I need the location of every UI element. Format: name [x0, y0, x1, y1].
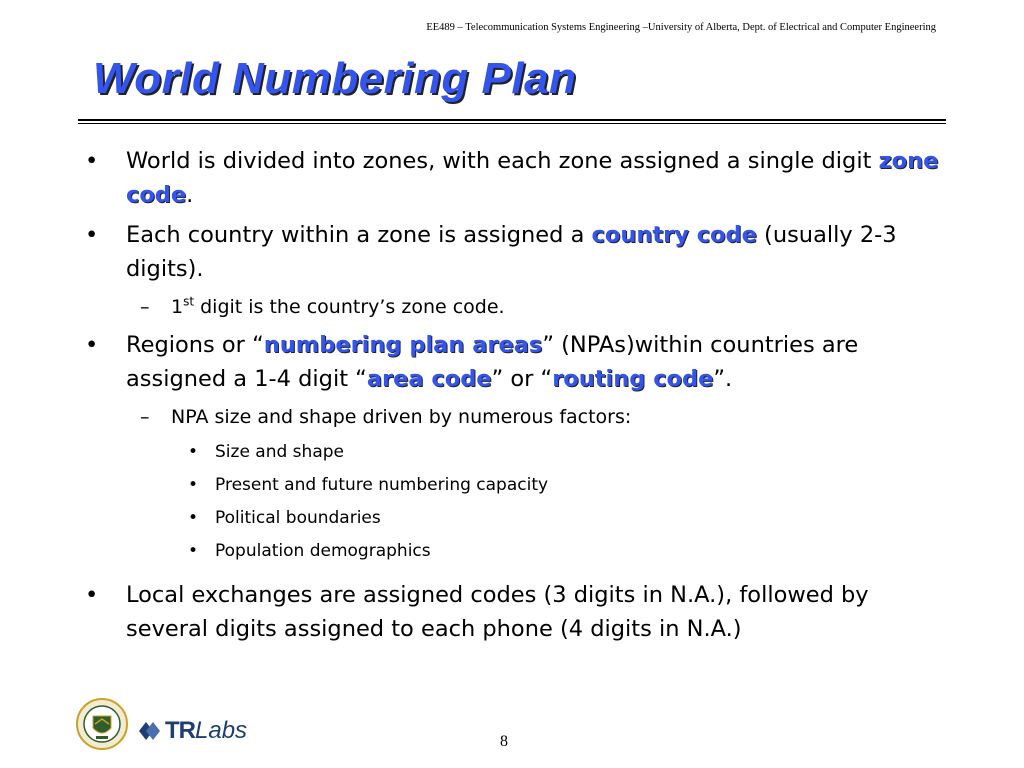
logo-tr: TR: [165, 717, 195, 744]
bullet-text: ” (NPAs)within countries are assigned a 1-4 digit “: [126, 332, 859, 392]
factor-text: Population demographics: [215, 541, 431, 561]
logo-labs: Labs: [195, 717, 248, 744]
slide-content: [85, 144, 945, 652]
page-title: World Numbering Plan: [93, 54, 577, 103]
bullet-text: Regions or “: [126, 332, 264, 358]
bullet-mark: •: [85, 148, 99, 174]
title-rule-bottom: [78, 123, 946, 124]
bullet-text: (usually 2-3 digits).: [126, 222, 897, 282]
bullet-mark: •: [85, 222, 99, 248]
bullet-text: ”.: [713, 366, 733, 392]
university-seal-logo: [76, 698, 128, 750]
bullet-text: Local exchanges are assigned codes (3 digits in N.A.), followed by several digits assigned to each phone (4 digits in N.A.): [126, 582, 869, 642]
keyword-numbering-plan-areas: numbering plan areas: [263, 332, 543, 358]
bullet-text: Each country within a zone is assigned a: [126, 222, 592, 248]
bullet-local-exchanges: [85, 578, 945, 646]
bullet-text: ” or “: [491, 366, 553, 392]
bullet-npa: [85, 328, 945, 396]
bullet-mark: •: [188, 475, 199, 495]
factor-text: Size and shape: [215, 442, 344, 462]
keyword-routing-code: routing code: [552, 366, 714, 392]
keyword-zone-code: zone code: [126, 148, 939, 208]
factor-item: [85, 469, 945, 502]
bullet-mark: •: [85, 332, 99, 358]
page-number: 8: [500, 733, 508, 750]
bullet-mark: •: [188, 508, 199, 528]
factor-item: [85, 535, 945, 568]
bullet-mark: •: [188, 442, 199, 462]
keyword-country-code: country code: [591, 222, 757, 248]
factor-text: Political boundaries: [215, 508, 381, 528]
dash-mark: –: [140, 296, 150, 318]
sub-bullet-text: NPA size and shape driven by numerous factors:: [171, 406, 632, 428]
keyword-area-code: area code: [366, 366, 492, 392]
factor-text: Present and future numbering capacity: [215, 475, 549, 495]
bullet-text: World is divided into zones, with each zone assigned a single digit: [126, 148, 879, 174]
ordinal-suffix: st: [183, 294, 195, 309]
bullet-zone-code: [85, 144, 945, 212]
sub-bullet-text: digit is the country’s zone code.: [194, 296, 505, 318]
bullet-country-code: [85, 218, 945, 286]
title-rule-top: [78, 119, 946, 121]
sub-bullet-num: 1: [171, 296, 184, 318]
sub-bullet-npa-factors: [85, 402, 945, 432]
trlabs-mark-icon: [137, 719, 161, 743]
bullet-mark: •: [188, 541, 199, 561]
sub-bullet-first-digit: [85, 292, 945, 322]
header-note: EE489 – Telecommunication Systems Engineering –University of Alberta, Dept. of Electrical and Computer Engineering: [426, 22, 936, 33]
bullet-mark: •: [85, 582, 99, 608]
factor-item: [85, 502, 945, 535]
factor-item: [85, 436, 945, 469]
dash-mark: –: [140, 406, 150, 428]
trlabs-logo: [137, 717, 247, 745]
bullet-text: .: [186, 182, 194, 208]
